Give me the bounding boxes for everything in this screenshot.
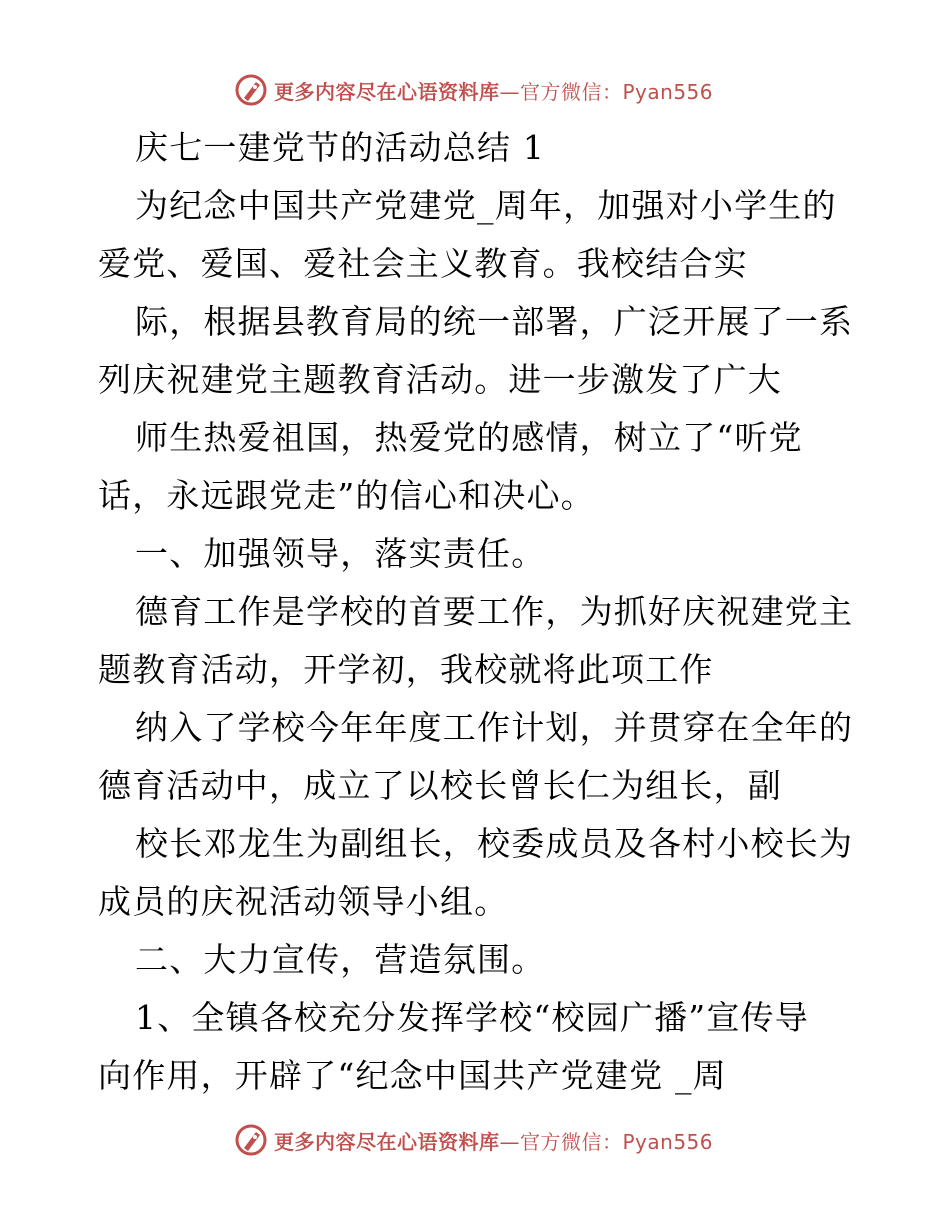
section-heading: 一、加强领导，落实责任。 bbox=[135, 534, 546, 573]
watermark-text: 更多内容尽在心语资料库 bbox=[274, 79, 500, 104]
header-watermark bbox=[234, 72, 713, 108]
text-line: 德育活动中，成立了以校长曾长仁为组长，副 bbox=[98, 766, 782, 805]
text-line: 向作用，开辟了“纪念中国共产党建党 _周 bbox=[98, 1056, 727, 1095]
document-title: 庆七一建党节的活动总结 1 bbox=[135, 128, 546, 167]
footer-watermark bbox=[234, 1122, 713, 1158]
text-line: 爱党、爱国、爱社会主义教育。我校结合实 bbox=[98, 244, 748, 283]
pen-nib-icon bbox=[234, 1123, 268, 1157]
watermark-contact: —官方微信：Pyan556 bbox=[499, 1129, 714, 1154]
text-line: 列庆祝建党主题教育活动。进一步激发了广大 bbox=[98, 360, 782, 399]
text-line: 话，永远跟党走”的信心和决心。 bbox=[98, 476, 595, 515]
text-line: 为纪念中国共产党建党_周年，加强对小学生的 bbox=[135, 186, 837, 225]
section-heading: 二、大力宣传，营造氛围。 bbox=[135, 940, 546, 979]
watermark-contact: —官方微信：Pyan556 bbox=[499, 79, 714, 104]
text-line: 校长邓龙生为副组长，校委成员及各村小校长为 bbox=[135, 824, 854, 863]
pen-nib-icon bbox=[234, 73, 268, 107]
text-line: 成员的庆祝活动领导小组。 bbox=[98, 882, 509, 921]
text-line: 师生热爱祖国，热爱党的感情，树立了“听党 bbox=[135, 418, 803, 457]
text-line: 题教育活动，开学初，我校就将此项工作 bbox=[98, 650, 714, 689]
watermark-text: 更多内容尽在心语资料库 bbox=[274, 1129, 500, 1154]
text-line: 纳入了学校今年年度工作计划，并贯穿在全年的 bbox=[135, 708, 854, 747]
text-line: 德育工作是学校的首要工作，为抓好庆祝建党主 bbox=[135, 592, 854, 631]
text-line: 1、全镇各校充分发挥学校“校园广播”宣传导 bbox=[135, 998, 809, 1037]
text-line: 际，根据县教育局的统一部署，广泛开展了一系 bbox=[135, 302, 854, 341]
